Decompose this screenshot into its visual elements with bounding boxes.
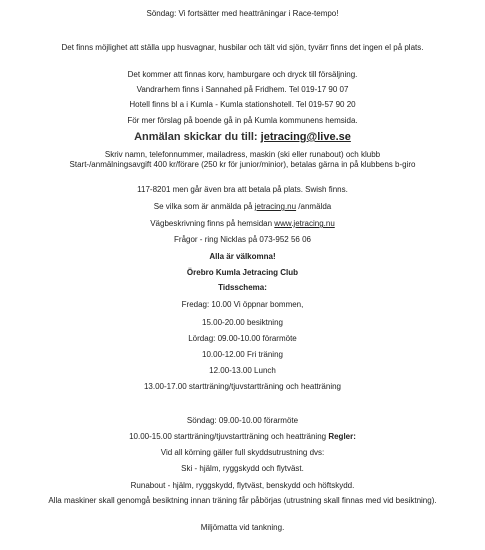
schedule-friday-open: Fredag: 10.00 Vi öppnar bommen,: [181, 300, 304, 309]
hostel-info: Vandrarhem finns i Sannahed på Fridhem. Tel 019-17 90 07: [136, 85, 349, 94]
registered-info: [40, 202, 445, 212]
schedule-saturday-training: 13.00-17.00 startträning/tjuvstartträning och heatträning: [143, 382, 341, 391]
sunday-intro: Söndag: Vi fortsätter med heatträningar i Race-tempo!: [146, 9, 339, 18]
directions-text: Vägbeskrivning finns på hemsidan: [150, 219, 275, 228]
camping-info: Det finns möjlighet att ställa upp husvagnar, husbilar och tält vid sjön, tyvärr finns det ingen el på plats.: [61, 43, 424, 52]
sunday-training-text: 10.00-15.00 startträning/tjuvstartträning och heatträning: [129, 432, 329, 441]
registration-fee: Start-/anmälningsavgift 400 kr/förare (250 kr för junior/minior), betalas gärna in på klubbens b-giro: [69, 160, 416, 169]
schedule-saturday-lunch: 12.00-13.00 Lunch: [209, 366, 276, 375]
club-name: Örebro Kumla Jetracing Club: [186, 268, 299, 277]
accommodation-info: För mer förslag på boende gå in på Kumla kommunens hemsida.: [127, 116, 358, 125]
payment-info: 117-8201 men går även bra att betala på plats. Swish finns.: [137, 185, 348, 194]
rules-runabout: Runabout - hjälm, ryggskydd, flytväst, benskydd och höftskydd.: [130, 481, 355, 490]
registered-text: Se vilka som är anmälda på: [153, 202, 255, 211]
rules-ski: Ski - hjälm, ryggskydd och flytväst.: [181, 464, 304, 473]
schedule-saturday-practice: 10.00-12.00 Fri träning: [202, 350, 283, 359]
schedule-sunday-training: [40, 432, 445, 442]
rules-refuel-mat: Miljömatta vid tankning.: [200, 523, 285, 532]
schedule-heading: Tidsschema:: [218, 283, 267, 292]
rules-heading: Regler:: [328, 432, 356, 441]
questions-contact: Frågor - ring Nicklas på 073-952 56 06: [174, 235, 311, 244]
registration-heading: [40, 131, 445, 144]
schedule-saturday-meeting: Lördag: 09.00-10.00 förarmöte: [188, 334, 297, 343]
directions-info: [40, 219, 445, 229]
food-info: Det kommer att finnas korv, hamburgare och dryck till försäljning.: [127, 70, 358, 79]
registered-link[interactable]: jetracing.nu: [254, 202, 297, 211]
rules-equipment: Vid all körning gäller full skyddsutrustning dvs:: [160, 448, 325, 457]
website-link[interactable]: www.jetracing.nu: [274, 219, 335, 228]
registration-instructions: Skriv namn, telefonnummer, mailadress, maskin (ski eller runabout) och klubb: [104, 150, 381, 159]
schedule-friday-inspection: 15.00-20.00 besiktning: [202, 318, 283, 327]
registration-heading-text: Anmälan skickar du till:: [134, 131, 261, 143]
welcome-text: Alla är välkomna!: [209, 252, 276, 261]
schedule-sunday-meeting: Söndag: 09.00-10.00 förarmöte: [186, 416, 299, 425]
registration-email-link[interactable]: jetracing@live.se: [260, 131, 351, 143]
registered-suffix: /anmälda: [296, 202, 332, 211]
hotel-info: Hotell finns bl a i Kumla - Kumla stationshotell. Tel 019-57 90 20: [129, 100, 356, 109]
rules-inspection: Alla maskiner skall genomgå besiktning innan träning får påbörjas (utrustning skall finnas med vid besiktning).: [48, 496, 437, 505]
